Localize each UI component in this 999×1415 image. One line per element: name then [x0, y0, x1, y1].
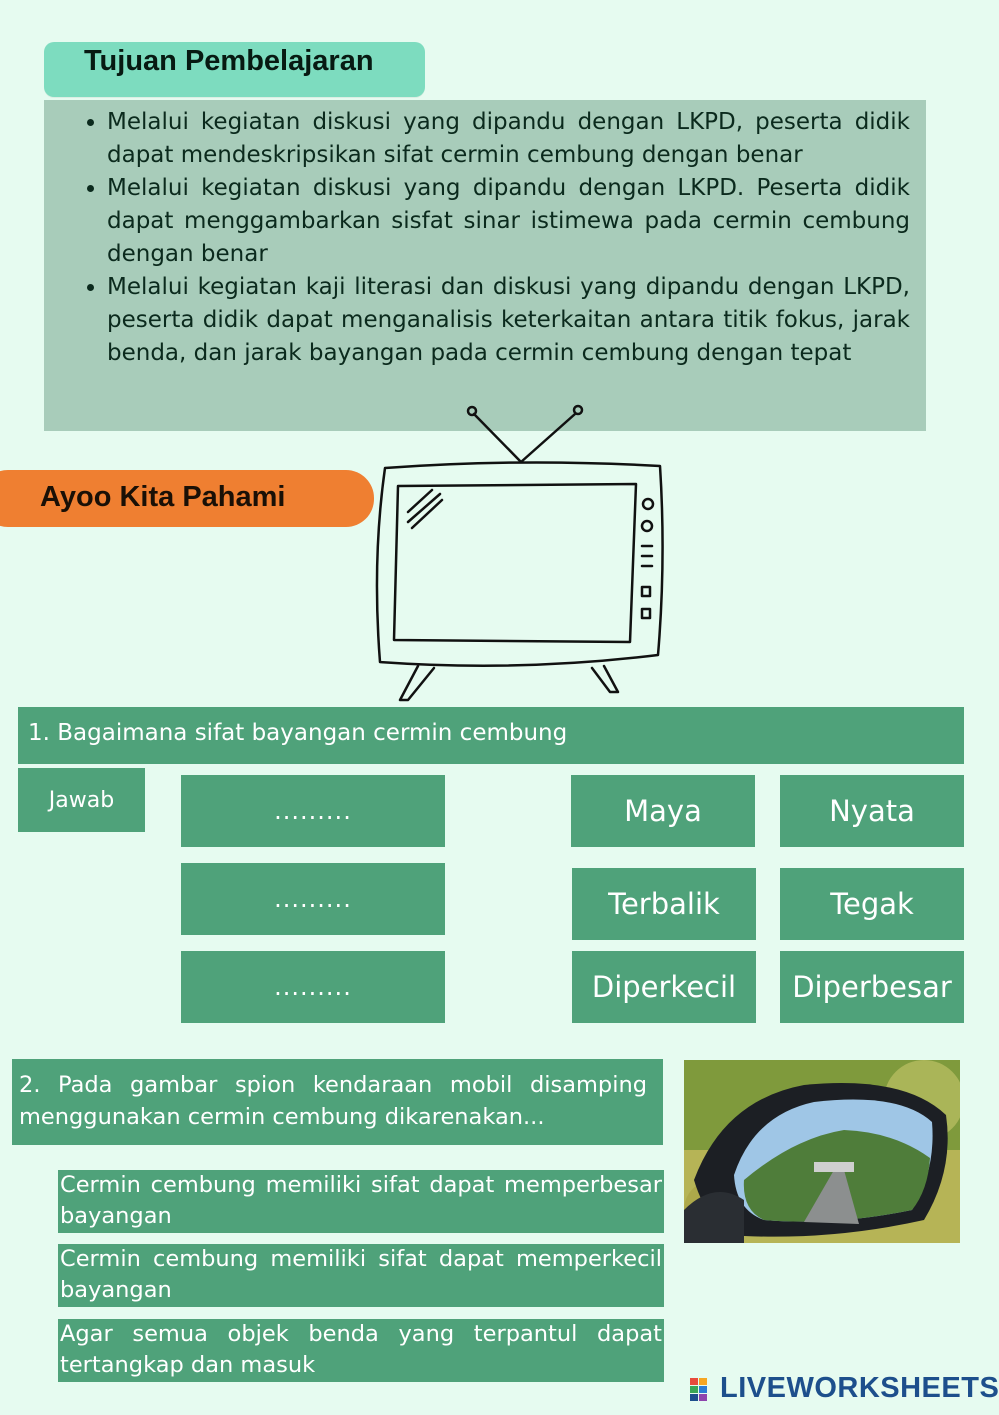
objective-item: • Melalui kegiatan kaji literasi dan diskusi yang dipandu dengan LKPD, peserta didik dapat menganalisis keterkaitan antara titik fokus, jarak benda, dan jarak bayangan pada cermin cembung dengan tepat — [107, 271, 910, 370]
option-terbalik[interactable]: Terbalik — [572, 868, 756, 940]
option-maya[interactable]: Maya — [571, 775, 755, 847]
objectives-title: Tujuan Pembelajaran — [44, 42, 425, 97]
objective-item: • Melalui kegiatan diskusi yang dipandu dengan LKPD. Peserta didik dapat menggambarkan sisfat sinar istimewa pada cermin cembung dengan benar — [107, 172, 910, 271]
answer-drop-slot-1[interactable]: ......... — [181, 775, 445, 847]
tv-illustration-icon — [360, 400, 680, 710]
question-2: 2. Pada gambar spion kendaraan mobil disamping menggunakan cermin cembung dikarenakan... — [12, 1059, 663, 1145]
answer-label: Jawab — [18, 768, 145, 832]
option-diperkecil[interactable]: Diperkecil — [572, 951, 756, 1023]
answer-drop-slot-2[interactable]: ......... — [181, 863, 445, 935]
car-side-mirror-photo — [684, 1060, 960, 1243]
liveworksheets-brand: LIVEWORKSHEETS — [720, 1372, 999, 1404]
objectives-list — [44, 100, 926, 370]
choice-b[interactable]: Cermin cembung memiliki sifat dapat memperkecil bayangan — [58, 1244, 664, 1307]
answer-drop-slot-3[interactable]: ......... — [181, 951, 445, 1023]
section-title: Ayoo Kita Pahami — [0, 470, 374, 527]
choice-a[interactable]: Cermin cembung memiliki sifat dapat memperbesar bayangan — [58, 1170, 664, 1233]
option-nyata[interactable]: Nyata — [780, 775, 964, 847]
objectives-box — [44, 100, 926, 431]
objective-item: • Melalui kegiatan diskusi yang dipandu dengan LKPD, peserta didik dapat mendeskripsikan sifat cermin cembung dengan benar — [107, 106, 910, 172]
liveworksheets-grid-icon — [690, 1378, 716, 1402]
choice-c[interactable]: Agar semua objek benda yang terpantul dapat tertangkap dan masuk — [58, 1319, 664, 1382]
option-diperbesar[interactable]: Diperbesar — [780, 951, 964, 1023]
option-tegak[interactable]: Tegak — [780, 868, 964, 940]
question-1: 1. Bagaimana sifat bayangan cermin cembung — [18, 707, 964, 764]
liveworksheets-logo — [688, 1372, 999, 1408]
